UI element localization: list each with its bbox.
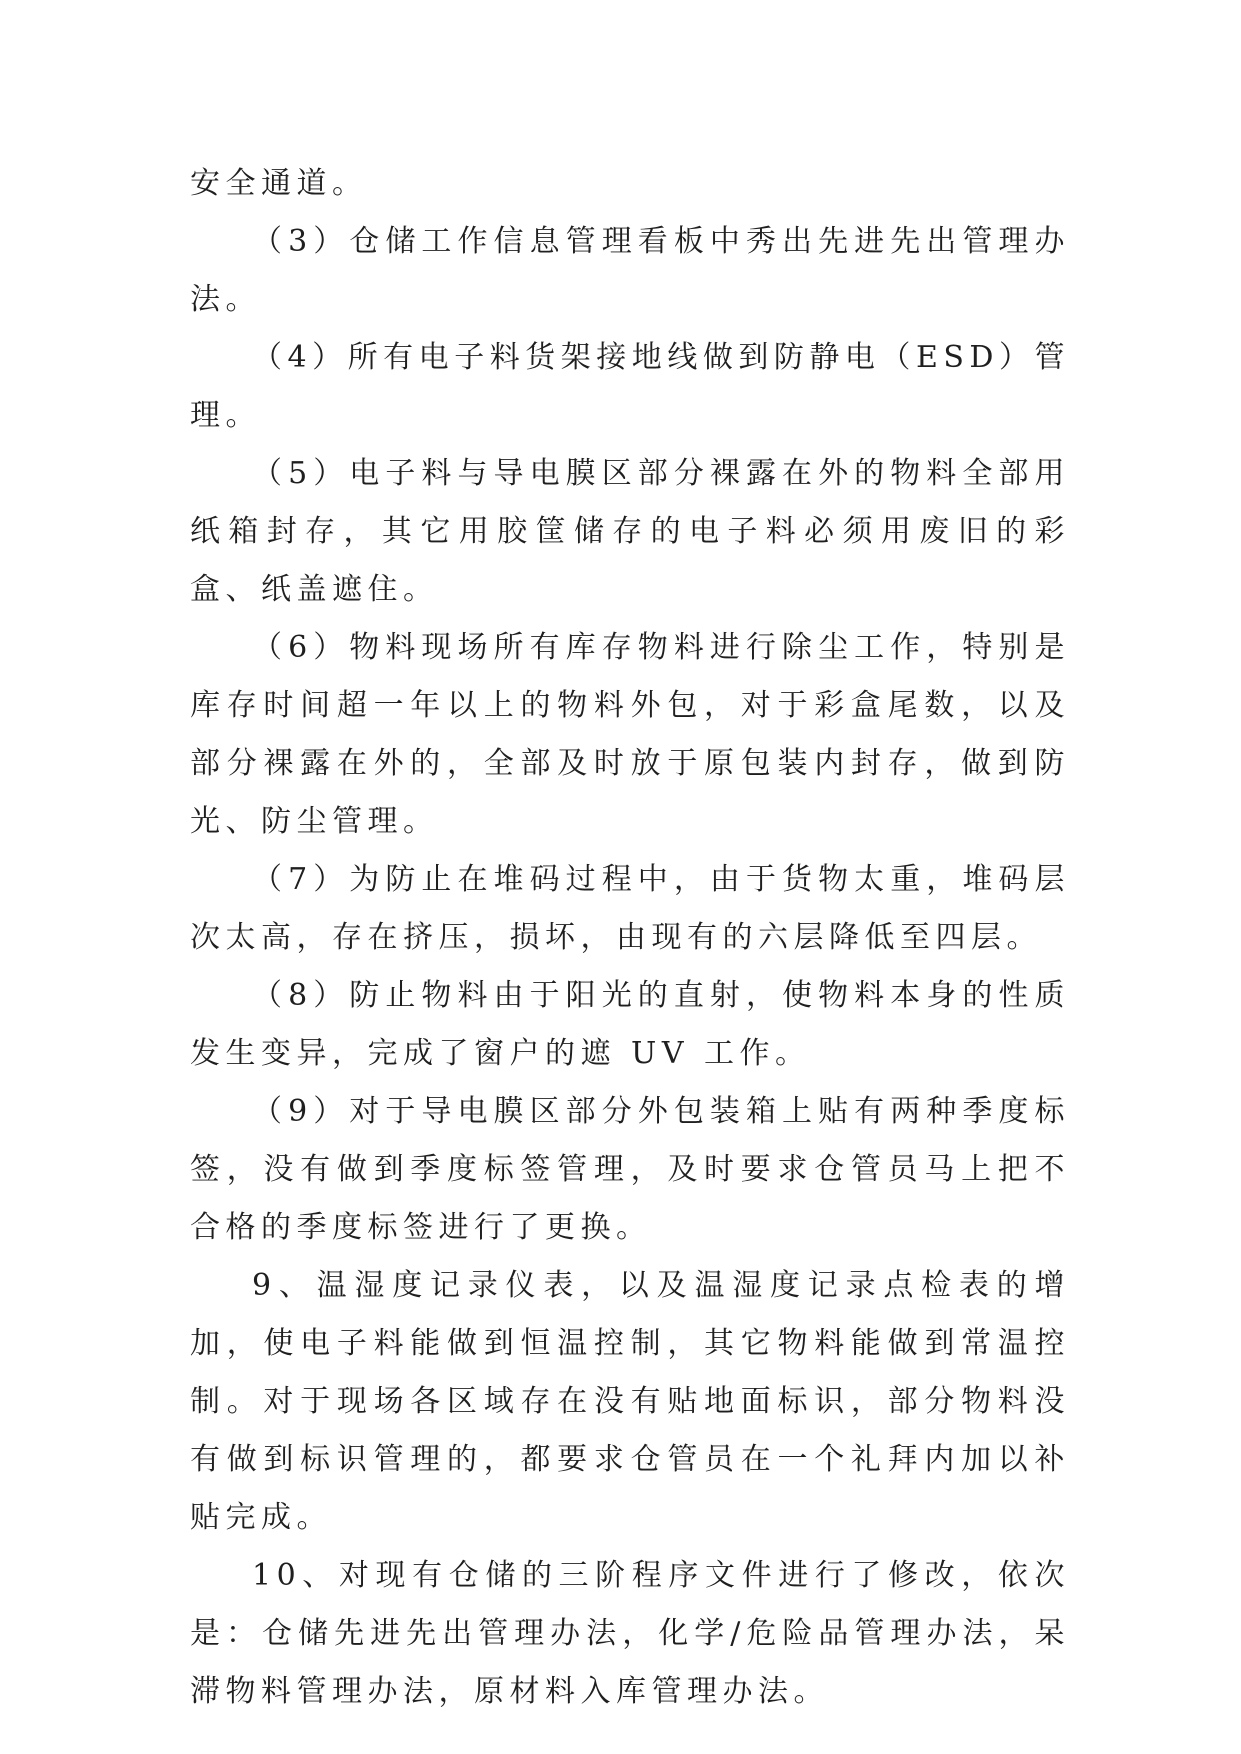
paragraph-section-10: 10、对现有仓储的三阶程序文件进行了修改，依次是：仓储先进先出管理办法，化学/危险品管理办法，呆滞物料管理办法，原材料入库管理办法。 xyxy=(190,1558,1070,1709)
paragraph-item-6: （6）物料现场所有库存物料进行除尘工作，特别是库存时间超一年以上的物料外包，对于彩盒尾数，以及部分裸露在外的，全部及时放于原包装内封存，做到防光、防尘管理。 xyxy=(190,630,1070,839)
paragraph-item-3: （3）仓储工作信息管理看板中秀出先进先出管理办法。 xyxy=(190,224,1070,317)
paragraph-item-9: （9）对于导电膜区部分外包装箱上贴有两种季度标签，没有做到季度标签管理，及时要求仓管员马上把不合格的季度标签进行了更换。 xyxy=(190,1094,1070,1245)
paragraph-section-9: 9、温湿度记录仪表，以及温湿度记录点检表的增加，使电子料能做到恒温控制，其它物料能做到常温控制。对于现场各区域存在没有贴地面标识，部分物料没有做到标识管理的，都要求仓管员在一个礼拜内加以补贴完成。 xyxy=(190,1268,1070,1535)
paragraph-item-5: （5）电子料与导电膜区部分裸露在外的物料全部用纸箱封存，其它用胶筐储存的电子料必须用废旧的彩盒、纸盖遮住。 xyxy=(190,456,1070,607)
paragraph-item-4: （4）所有电子料货架接地线做到防静电（ESD）管理。 xyxy=(190,340,1070,433)
document-body xyxy=(190,155,1070,1721)
paragraph-item-8: （8）防止物料由于阳光的直射，使物料本身的性质发生变异，完成了窗户的遮 UV 工作。 xyxy=(190,978,1070,1071)
paragraph-item-7: （7）为防止在堆码过程中，由于货物太重，堆码层次太高，存在挤压，损坏，由现有的六层降低至四层。 xyxy=(190,862,1070,955)
paragraph-safety-passage: 安全通道。 xyxy=(190,166,368,201)
